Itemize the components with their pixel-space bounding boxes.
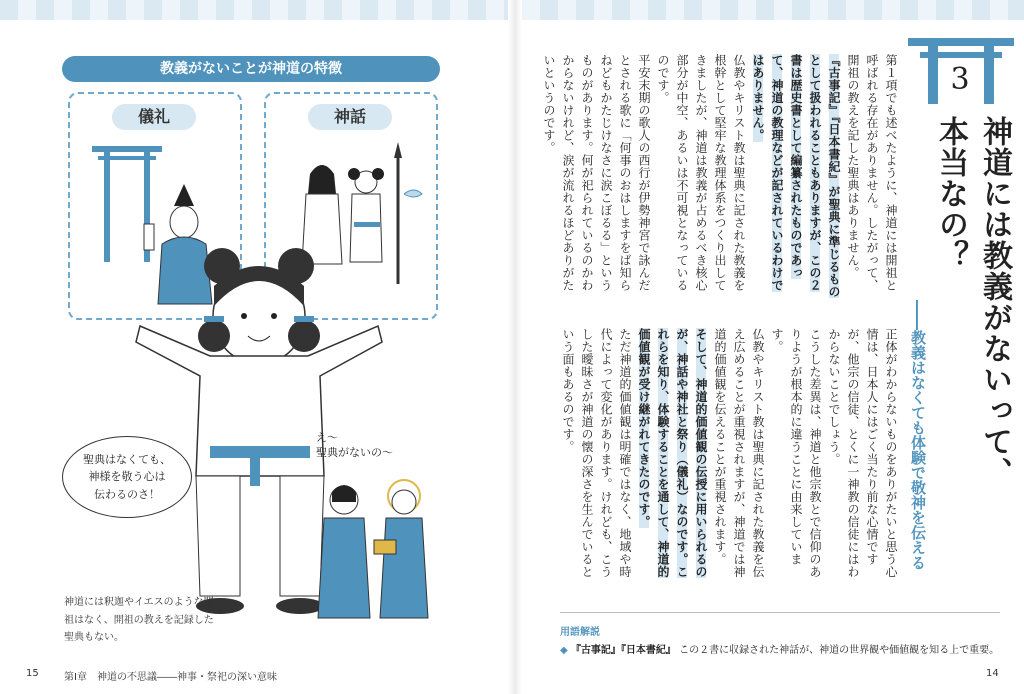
glossary-entry bbox=[560, 642, 1000, 659]
paragraph-text: 正体がわからないものをありがたいと思う心情は、日本人にはごく当たり前な心情ですが、他宗の信徒、とくに一神教の信徒にはわからないことでしょう。 bbox=[827, 328, 898, 578]
paragraph-text: 仏教やキリスト教は聖典に記された教義を根幹として堅牢な教理体系をつくり出してきましたが、神道は教義が占めるべき核心部分が中空、あるいは不可視となっているのです。 bbox=[656, 54, 746, 292]
chapter-title: 第Ⅰ章 神道の不思議――神事・祭祀の深い意味 bbox=[64, 672, 277, 683]
jesus-buddha-illustration bbox=[314, 478, 434, 628]
book-gutter bbox=[508, 0, 522, 694]
paragraph-highlight bbox=[634, 328, 710, 590]
paragraph bbox=[767, 328, 824, 590]
paragraph-text: ただ神道的価値観は明確ではなく、地域や時代によって変化があります。けれども、こうした曖昧さが神道の懐の深さを生んでいるという面もあるのです。 bbox=[561, 328, 632, 578]
glossary-box bbox=[560, 612, 1000, 659]
paragraph bbox=[558, 328, 634, 590]
paragraph bbox=[824, 328, 900, 590]
illustration-banner: 教義がないことが神道の特徴 bbox=[62, 56, 440, 82]
ritual-label: 儀礼 bbox=[112, 104, 196, 130]
paragraph-text: 『古事記』『日本書紀』が聖典に準じるものとして扱われることもありますが、この２書は歴史書として編纂されたものであって、神道の教理などが記されているわけではありません。 bbox=[751, 54, 841, 298]
exclamation-text: え～ 聖典がないの～ bbox=[316, 431, 393, 460]
paragraph bbox=[653, 54, 748, 300]
glossary-text: この２書に収録された神話が、神道の世界観や価値観を知る上で重要。 bbox=[679, 645, 1000, 656]
body-text-lower bbox=[561, 328, 900, 590]
section-number: 3 bbox=[950, 62, 970, 97]
paragraph-text: 平安末期の歌人の西行が伊勢神宮で詠んだとされる歌に「何事のおはしますをば知らねどもかたじけなさに涙こぼるる」というものがあります。何が祀られているのかわからないけれど、涙が流れるほどありがたいというのです。 bbox=[542, 54, 651, 292]
paragraph-highlight bbox=[748, 54, 843, 300]
glossary-term: 『古事記』『日本書紀』 bbox=[570, 645, 676, 656]
glossary-heading: 用語解説 bbox=[560, 627, 600, 638]
section-subtitle: ――教義はなくても体験で敬神を伝える bbox=[909, 300, 927, 570]
illustration-caption: 神道には釈迦やイエスのような開祖はなく、開祖の教えを記録した聖典もない。 bbox=[64, 597, 214, 643]
paragraph bbox=[539, 54, 653, 300]
paragraph bbox=[710, 328, 767, 590]
paragraph-text: こうした差異は、神道と他宗教とで信仰のありようが根本的に違うことに由来しています。 bbox=[770, 328, 822, 578]
left-page-number: 15 bbox=[26, 668, 39, 679]
paragraph-text: 第１項でも述べたように、神道には開祖と呼ばれる存在がありません。したがって、開祖の教えを記した聖典はありません。 bbox=[846, 54, 898, 292]
paragraph-text: そして、神道的価値観の伝授に用いられるのが、神話や神社と祭り（儀礼）なのです。これらを知り、体験することを通して、神道的価値観が受け継がれてきたのです。 bbox=[637, 328, 708, 578]
myth-label: 神話 bbox=[308, 104, 392, 130]
paragraph bbox=[843, 54, 900, 300]
right-page-number: 14 bbox=[986, 668, 999, 679]
section-title: 神道には教義がないって、本当なの？ bbox=[933, 116, 1012, 488]
diamond-icon: ◆ bbox=[560, 645, 568, 656]
paragraph-text: 仏教やキリスト教は聖典に記された教義を伝え広めることが重視されますが、神道では神道的価値観を伝えることが重視されます。 bbox=[713, 328, 765, 578]
speech-bubble: 聖典はなくても、 神様を敬う心は 伝わるのさ！ bbox=[62, 436, 192, 518]
body-text-upper bbox=[542, 54, 900, 300]
